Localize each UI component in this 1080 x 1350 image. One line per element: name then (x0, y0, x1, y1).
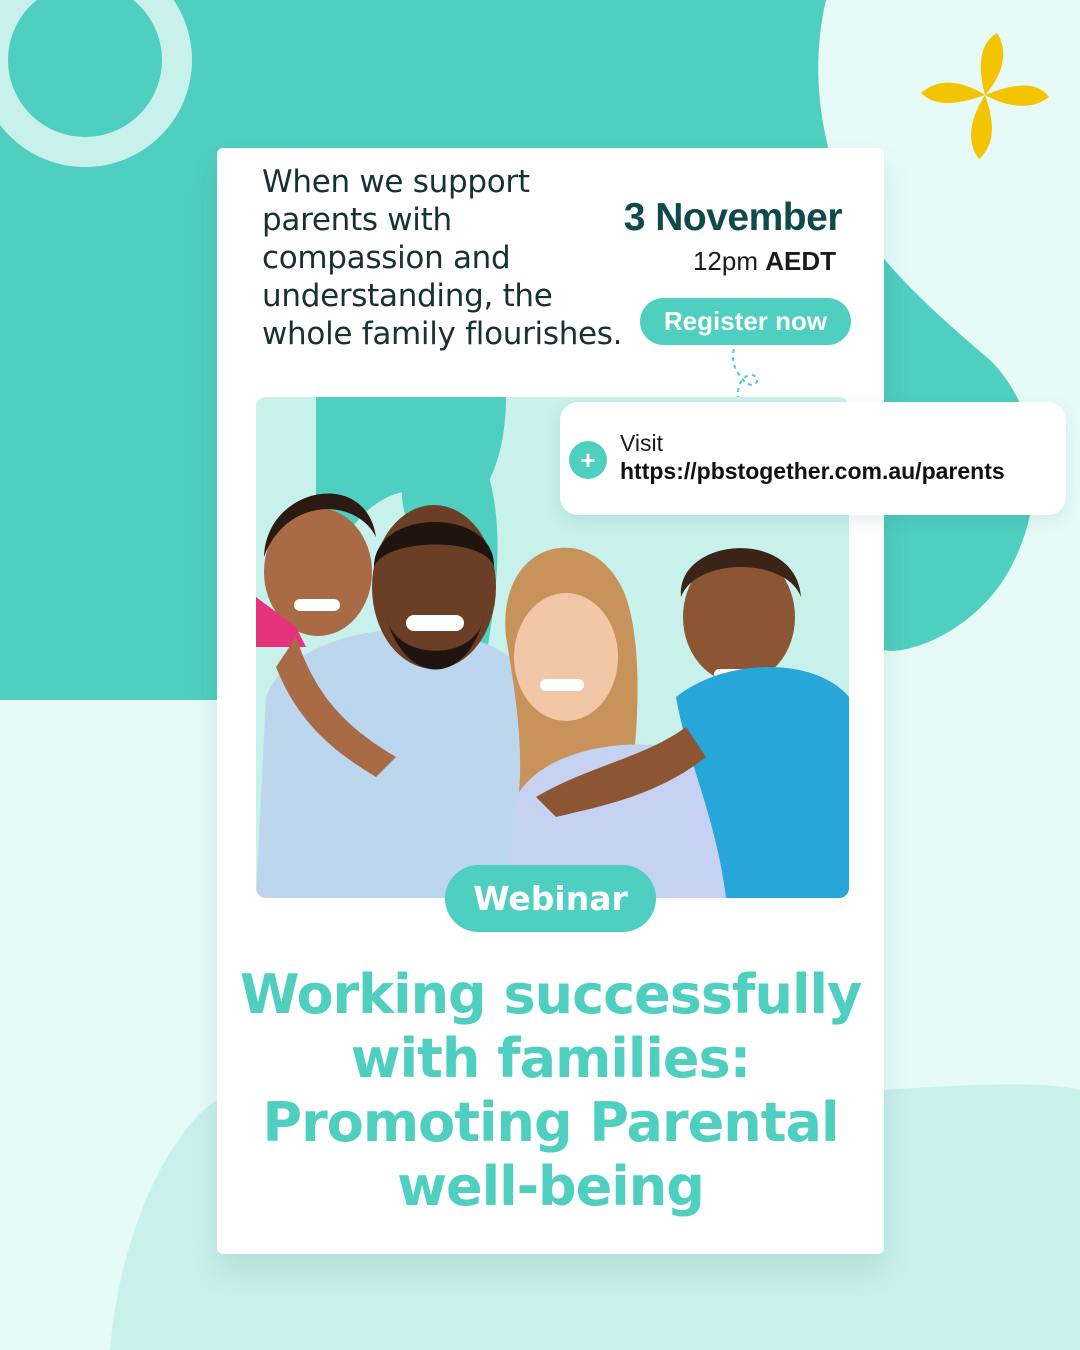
event-time-value: 12pm (692, 246, 758, 276)
visit-link-card[interactable] (560, 402, 1066, 515)
webinar-badge: Webinar (445, 865, 656, 932)
event-time (590, 246, 836, 277)
event-timezone: AEDT (765, 246, 836, 276)
visit-url-link[interactable]: https://pbstogether.com.au/parents (620, 458, 1005, 484)
background-blob-bottom (110, 1100, 217, 1350)
event-date: 3 November (623, 196, 842, 239)
page-title: Working successfully with families: Promoting Parental well-being (239, 963, 862, 1218)
register-button[interactable]: Register now (640, 298, 851, 345)
quote-text: When we support parents with compassion and understanding, the whole family flourishes. (262, 164, 623, 352)
flower-icon (921, 33, 1049, 159)
visit-label: Visit (620, 430, 664, 456)
plus-icon: + (569, 441, 607, 479)
